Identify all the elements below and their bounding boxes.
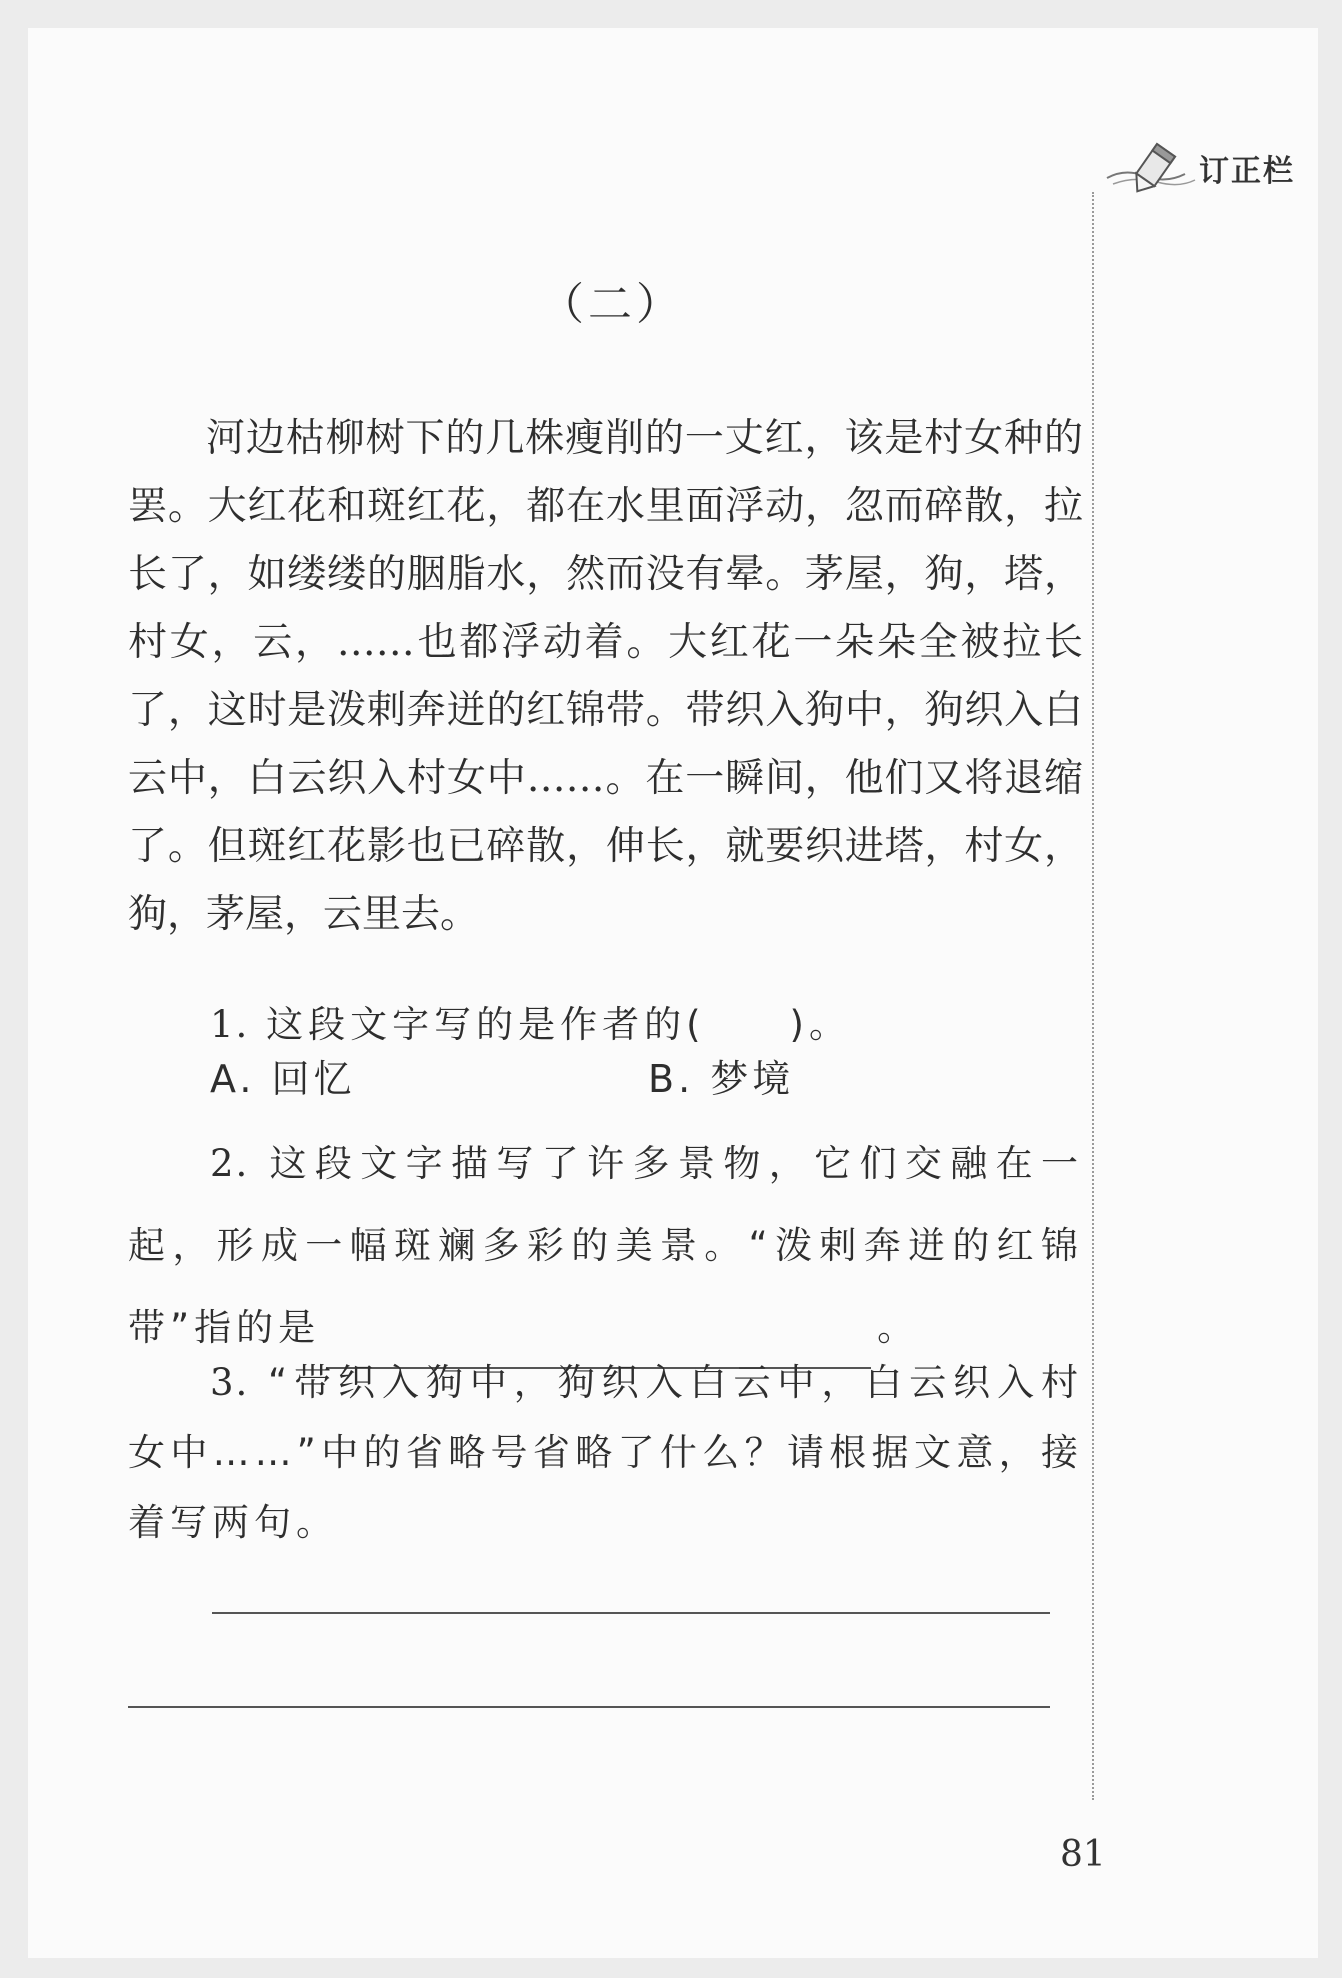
correction-column-label: 订正栏 [1199, 154, 1295, 189]
question-2-end: 。 [877, 1306, 920, 1349]
page-number: 81 [1060, 1834, 1106, 1875]
question-3 [128, 1348, 1083, 1558]
question-3-answer-line-2[interactable] [128, 1706, 1050, 1708]
question-3-text: “带织入狗中，狗织入白云中，白云织入村女中……”中的省略号省略了什么？请根据文意，接着写两句。 [128, 1361, 1083, 1544]
question-3-number: 3. [210, 1361, 250, 1404]
correction-column-header [1105, 138, 1325, 198]
question-1-text: 这段文字写的是作者的( )。 [266, 1003, 851, 1046]
question-2-number: 2. [210, 1142, 250, 1185]
reading-passage: 河边枯柳树下的几株瘦削的一丈红，该是村女种的罢。大红花和斑红花，都在水里面浮动，忽而碎散，拉长了，如缕缕的胭脂水，然而没有晕。茅屋，狗，塔，村女，云，……也都浮动着。大红花一朵朵全被拉长了，这时是泼剌奔迸的红锦带。带织入狗中，狗织入白云中，白云织入村女中……。在一瞬间，他们又将退缩了。但斑红花影也已碎散，伸长，就要织进塔，村女，狗，茅屋，云里去。 [128, 416, 1083, 937]
correction-column-divider [1092, 192, 1094, 1800]
question-1-option-a[interactable]: A. 回忆 [210, 1057, 356, 1101]
section-title: （二） [540, 279, 684, 330]
question-2 [128, 1123, 1083, 1369]
question-2-text: 这段文字描写了许多景物，它们交融在一起，形成一幅斑斓多彩的美景。“泼剌奔迸的红锦带”指的是 [128, 1142, 1084, 1349]
pencil-icon [1105, 138, 1205, 198]
question-1-number: 1. [210, 1003, 250, 1046]
question-3-answer-line-1[interactable] [212, 1612, 1050, 1614]
question-1-option-b[interactable]: B. 梦境 [648, 1057, 795, 1101]
